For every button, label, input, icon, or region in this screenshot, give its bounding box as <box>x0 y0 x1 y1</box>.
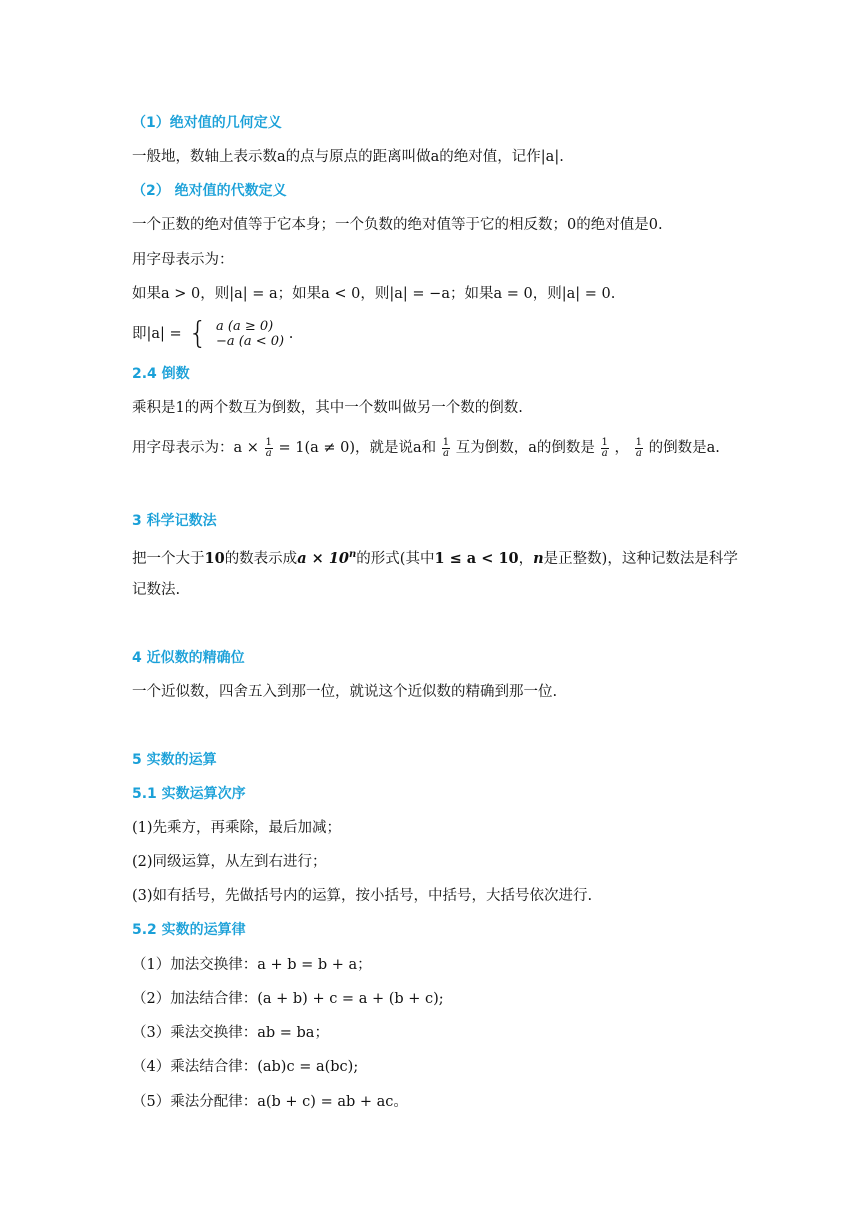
frac-num: 1 <box>635 436 643 448</box>
sci-text-part: 把一个大于 <box>132 550 205 567</box>
abs-alg-title: （2） 绝对值的代数定义 <box>132 183 287 199</box>
laws-title: 5.2 实数的运算律 <box>132 922 246 938</box>
law-item-3: （3）乘法交换律：ab = ba； <box>132 1025 329 1041</box>
reciprocal-letter-mid2: 互为倒数，a的倒数是 <box>455 440 595 456</box>
order-item-1: (1)先乘方，再乘除，最后加减； <box>132 820 342 836</box>
reciprocal-text: 乘积是1的两个数互为倒数，其中一个数叫做另一个数的倒数. <box>132 400 523 416</box>
order-item-2: (2)同级运算，从左到右进行； <box>132 854 327 870</box>
abs-piecewise-row1: a (a ≥ 0) <box>216 319 274 334</box>
frac-den: a <box>601 447 608 459</box>
abs-piecewise-row2: −a (a < 0) <box>216 334 285 349</box>
law-item-5: （5）乘法分配律：a(b + c) = ab + ac。 <box>132 1094 408 1110</box>
abs-piecewise-prefix: 即|a| = <box>132 326 182 342</box>
sci-text-line2: 记数法. <box>132 582 181 598</box>
reciprocal-letter-prefix: 用字母表示为：a × <box>132 440 259 456</box>
abs-geo-title: （1）绝对值的几何定义 <box>132 115 282 131</box>
sci-text-part: 的数表示成 <box>224 550 298 567</box>
reciprocal-letter <box>132 434 768 462</box>
order-title: 5.1 实数运算次序 <box>132 786 246 802</box>
approx-text: 一个近似数，四舍五入到那一位，就说这个近似数的精确到那一位. <box>132 684 558 700</box>
abs-piecewise-suffix: . <box>288 326 294 342</box>
reciprocal-letter-suffix: 的倒数是a. <box>648 440 720 456</box>
sci-text-part: ， <box>518 550 534 567</box>
frac-den: a <box>443 447 449 459</box>
fraction-one-over-a <box>265 438 273 459</box>
ops-title: 5 实数的运算 <box>132 752 217 768</box>
sci-text-bold: n <box>533 549 544 567</box>
abs-piecewise-cases <box>216 319 284 349</box>
reciprocal-title: 2.4 倒数 <box>132 366 190 382</box>
sci-text-bold: 10 <box>204 549 225 567</box>
fraction-one-over-a <box>442 438 450 459</box>
left-brace-symbol: { <box>188 316 208 351</box>
frac-num: 1 <box>601 436 608 448</box>
abs-letter-text: 如果a > 0，则|a| = a；如果a < 0，则|a| = −a；如果a = 0，则|a| = 0. <box>132 286 616 302</box>
sci-text-formula: a × 10 <box>297 549 350 567</box>
sci-title: 3 科学记数法 <box>132 513 217 529</box>
frac-den: a <box>635 447 642 459</box>
sci-text-part: 是正整数)，这种记数法是科学 <box>543 550 738 567</box>
law-item-1: （1）加法交换律：a + b = b + a； <box>132 957 372 973</box>
sci-text-part: 的形式(其中 <box>356 550 435 567</box>
law-item-2: （2）加法结合律：(a + b) + c = a + (b + c); <box>132 991 444 1007</box>
sci-text-line1 <box>132 545 768 569</box>
fraction-one-over-a <box>635 438 643 459</box>
fraction-one-over-a <box>601 438 609 459</box>
frac-den: a <box>265 447 272 459</box>
order-item-3: (3)如有括号，先做括号内的运算，按小括号，中括号，大括号依次进行. <box>132 888 593 904</box>
approx-title: 4 近似数的精确位 <box>132 650 245 666</box>
frac-num: 1 <box>442 436 450 448</box>
frac-num: 1 <box>265 436 272 448</box>
abs-alg-text: 一个正数的绝对值等于它本身；一个负数的绝对值等于它的相反数；0的绝对值是0. <box>132 217 663 233</box>
reciprocal-letter-mid3: ， <box>614 440 630 456</box>
law-item-4: （4）乘法结合律：(ab)c = a(bc); <box>132 1059 359 1075</box>
abs-piecewise <box>132 318 768 350</box>
sci-text-exponent: n <box>349 549 357 560</box>
abs-letter-intro: 用字母表示为： <box>132 252 234 268</box>
abs-geo-text: 一般地，数轴上表示数a的点与原点的距离叫做a的绝对值，记作|a|. <box>132 149 564 165</box>
sci-text-bold: 1 ≤ a < 10 <box>434 549 519 567</box>
reciprocal-letter-mid1: = 1(a ≠ 0)，就是说a和 <box>278 440 437 456</box>
